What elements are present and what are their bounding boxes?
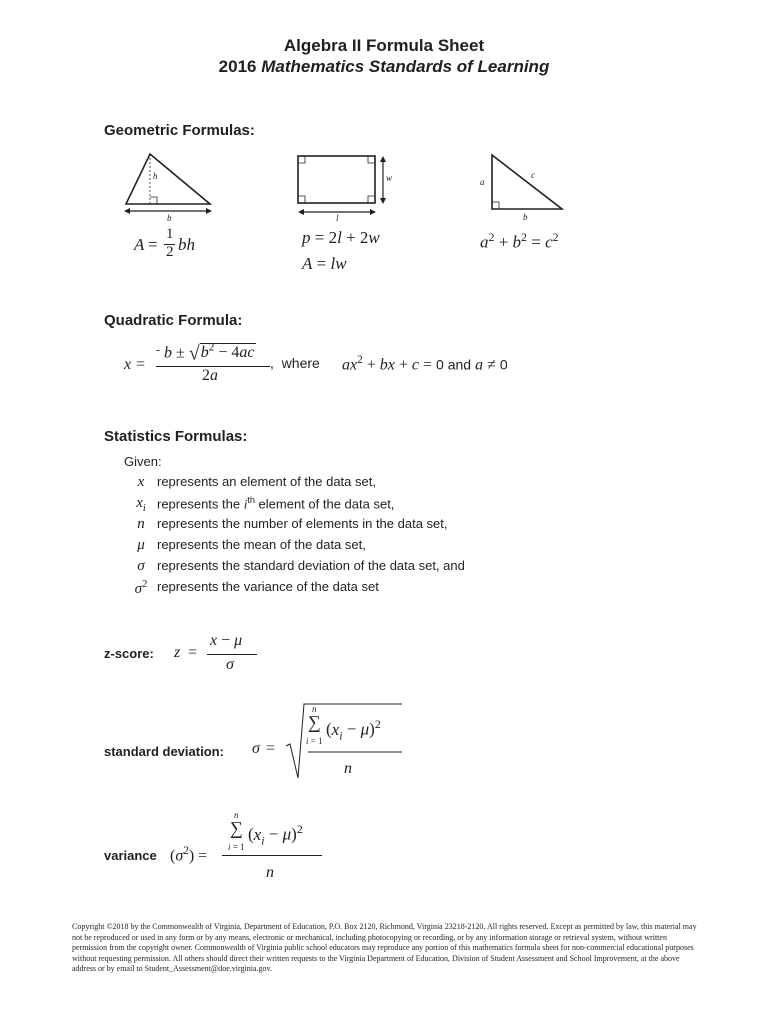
right-triangle-hypotenuse-label: c <box>531 170 535 180</box>
stat-description: represents the $i^{th}$ element of the data set, <box>157 495 395 512</box>
variance-label: variance <box>104 848 157 863</box>
zscore-formula: z = x − μ σ <box>174 632 264 678</box>
statistics-heading: Statistics Formulas: <box>104 428 248 445</box>
rectangle-perimeter-formula: p = 2l + 2w <box>302 228 380 247</box>
rectangle-figure <box>292 150 392 225</box>
stat-item-n <box>129 516 549 536</box>
rectangle-width-label: w <box>386 173 393 183</box>
zscore-label: z-score: <box>104 646 154 661</box>
stat-item-mu <box>129 537 549 557</box>
copyright-footer: Copyright ©2018 by the Commonwealth of Virginia, Department of Education, P.O. Box 2120, Richmond, Virginia 23218-2120. All rights reserved. Except as permitted by law, this material may not be reproduced or used in any form or by any means, electronic or mechanical, including photocopying or recording, or by any information storage or retrieval system, without written permission from the copyright owner. Commonwealth of Virginia public school educators may reproduce any portion of this mathematics formula sheet for non-commercial educational purposes without requesting permission. All others should direct their written requests to the Virginia Department of Education, Division of Student Assessment and School Improvement, at the above address or by email to Student_Assessment@doe.virginia.gov. <box>72 922 697 973</box>
stat-symbol: n <box>137 516 145 532</box>
pythagorean-formula: $a^2 + b^2 = c^2$ <box>480 230 559 252</box>
stat-symbol: μ <box>137 537 145 553</box>
subtitle-year: 2016 <box>218 57 257 76</box>
stat-description: represents the mean of the data set, <box>157 537 366 552</box>
right-triangle-figure <box>484 150 569 220</box>
stat-symbol: $\sigma^2$ <box>134 579 148 597</box>
stat-symbol: σ <box>137 558 145 574</box>
stat-description: represents the standard deviation of the data set, and <box>157 558 465 573</box>
stddev-formula: σ = n ∑ i = 1 $(x_i - \mu)^2$ n <box>252 702 412 782</box>
rectangle-length-label: l <box>336 213 339 223</box>
stat-description: represents an element of the data set, <box>157 474 376 489</box>
geometric-heading: Geometric Formulas: <box>104 122 255 139</box>
variance-formula: $(\sigma^2)$ = n ∑ i = 1 $(x_i - \mu)^2$ n <box>170 806 330 886</box>
subtitle-standards: Mathematics Standards of Learning <box>261 57 550 76</box>
triangle-height-label: h <box>153 171 158 181</box>
statistics-given: Given: <box>124 454 162 469</box>
stat-description: represents the variance of the data set <box>157 579 379 594</box>
stat-item-x <box>129 474 549 494</box>
page-title: Algebra II Formula Sheet <box>283 36 485 55</box>
triangle-area-formula: A = 1 2 bh <box>134 226 195 260</box>
right-triangle-leg-b-label: b <box>523 212 528 222</box>
quadratic-heading: Quadratic Formula: <box>104 312 243 329</box>
stat-symbol: $x_i$ <box>136 495 146 514</box>
page-subtitle <box>0 57 768 77</box>
stddev-label: standard deviation: <box>104 744 224 759</box>
right-triangle-leg-a-label: a <box>480 177 485 187</box>
stat-item-sigma <box>129 558 549 578</box>
quadratic-formula: x = - $b \pm √b^2 - 4ac$ 2a , where $ax^2$ + bx + c = 0 and a ≠ 0 <box>124 342 508 384</box>
stat-item-xi <box>129 495 549 515</box>
rectangle-area-formula: A = lw <box>302 254 347 273</box>
triangle-base-label: b <box>167 213 172 223</box>
stat-item-sigma-squared <box>129 579 549 599</box>
stat-description: represents the number of elements in the data set, <box>157 516 448 531</box>
stat-symbol: x <box>137 474 145 490</box>
